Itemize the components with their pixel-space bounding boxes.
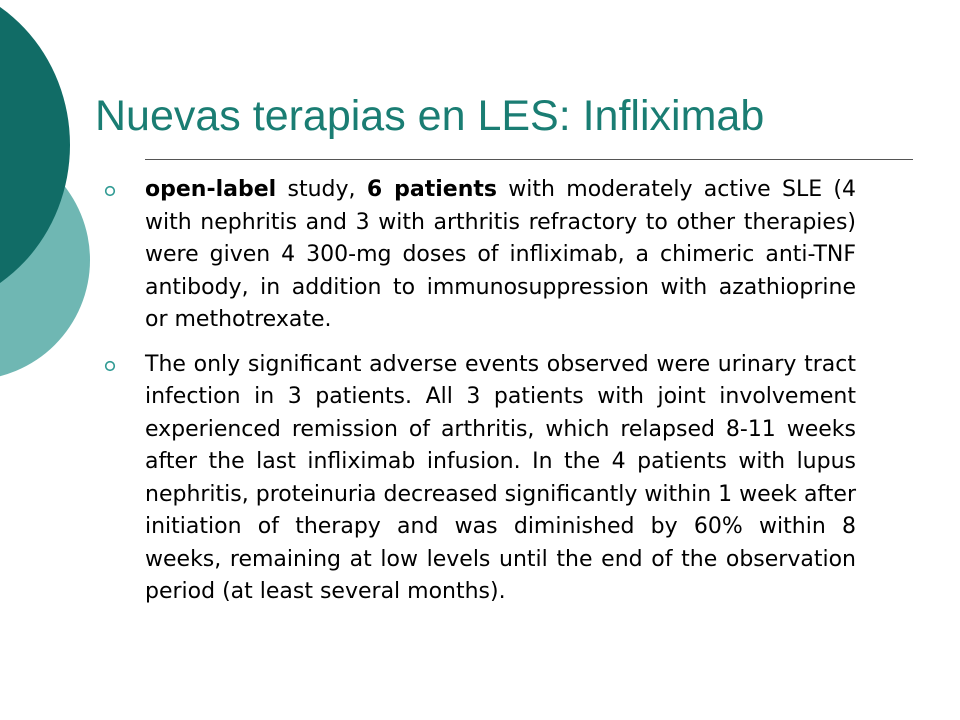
title-underline — [145, 159, 913, 160]
text-run: study, — [276, 177, 367, 202]
bullet-item — [104, 349, 856, 609]
bullet-text — [145, 349, 856, 609]
bold-text: open-label — [145, 177, 277, 202]
ring-bullet-icon — [104, 185, 116, 197]
bullet-list — [104, 174, 856, 621]
slide-title: Nuevas terapias en LES: Infliximab — [95, 92, 765, 140]
text-run: The only significant adverse events observed were urinary tract infection in 3 patients. All 3 patients with joint involvement experienced remission of arthritis, which relapsed 8-11 weeks after the last infliximab infusion. In the 4 patients with lupus nephritis, proteinuria decreased significantly within 1 week after initiation of therapy and was diminished by 60% within 8 weeks, remaining at low levels until the end of the observation period (at least several months). — [145, 351, 856, 604]
text-run: with moderately active SLE (4 with nephritis and 3 with arthritis refractory to other therapies) were given 4 300-mg doses of infliximab, a chimeric anti-TNF antibody, in addition to immunosuppression with azathioprine or methotrexate. — [145, 177, 856, 332]
bold-text: 6 patients — [366, 177, 497, 202]
ring-bullet-icon — [104, 360, 116, 372]
bullet-text — [145, 174, 856, 337]
bullet-item — [104, 174, 856, 337]
